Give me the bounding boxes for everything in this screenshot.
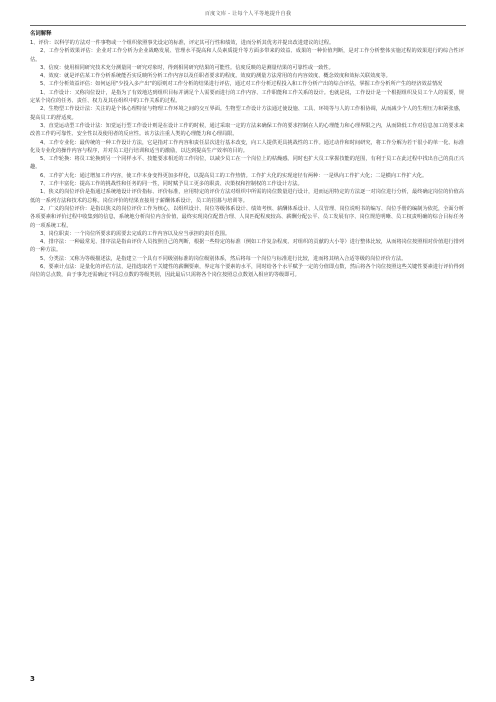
paragraph: 4、效度：就是评估某工作分析系统能否实反映所分析工作内容以及任职者要求的程度。效度的测量方法常用的有内容效度、概念效度和效标关联效度等。 [40,73,391,80]
paragraph: 3、岗位职责：一个岗位所要求的需要去完成的工作内容以及应当承担的责任范围。 [40,230,231,237]
paragraph: 5、工作分析效益评估：如何运用"少投入多产出"的原则对工作分析的结果进行评估，通过对工作分析过程投入和工作分析产出的综合评估，掌握工作分析所产生的经济效益情况 [40,81,443,88]
paragraph: 1、工作设计：又称岗位设计，是指为了有效地达到组织目标并满足个人需要而进行的工作内容、工作职能和工作关系的设计。也就是说，工作设计是一个根据组织及员工个人的需要，规定某个岗位的任务、责任、权力及其在组织中的工作关系的过程。 [30,89,464,105]
header-title: 百度文库 - 让每个人平等地提升自我 [204,11,292,17]
paragraph: 3、直觉运动型工作设计法：知觉运行型工作设计则是在设计工作的时候，通过采取一定的方法来确保工作的要求控制在人的心理能力和心理界限之内，从而降低工作对信息加工的要求来改善工作的可靠性、安全性以及使用者的反应性。该方法注重人类的心理能力和心理局限。 [30,122,464,138]
section-heading: 名词解释 [30,31,52,37]
paragraph: 1、评价：以科学的方法对一件事物或一个组织依照事先设定的标准，评定其可行性和绩效，进而分析其优劣并提出改进建议的过程。 [30,40,335,46]
paragraph: 4、排序法：一种最常见、排序法是指由评价人员按照自己的判断，根据一些特定的标准（例如工作复杂程度、对组织的贡献的大小等）进行整体比较，从而将岗位按照相对价值进行排列的一种方法。 [30,239,464,254]
paragraph: 1、狭义的岗位评价是指通过系统地设计评价指标、评价标准，应用特定的评价方法对组织中所需的岗位数量进行设计，进而运用特定的方法逐一对岗位进行分析，最终确定岗位的价值高低的一系列方法和技术的总称。岗位评价的结果直接用于薪酬体系设计，员工的招募与培训等。 [30,189,464,204]
paragraph: 3、信度：使用相同研究技术充分测量同一研究对象时，得到相同研究结果的可能性。信度反映的是测量结果的可靠性或一致性。 [40,64,334,71]
paragraph: 2、广义的岗位评价：是指以狭义的岗位评价工作为核心，以组织设计、岗位等级体系设计、绩效考核、薪酬体系设计、人员管理、岗位说明书的编写、岗位手册的编制为依托，全面分析各项要素和评价过程中收集到的信息，系统地分析岗位内含价值，最终实现岗位配置合理、人岗匹配程度较高、薪酬分配公平、员工发展有序、岗位规范明晰、员工权责明确的综合目标任务的一项系统工程。 [30,205,464,229]
page-number: 3 [30,675,35,683]
paragraph: 5、分类法：又称为等级描述法，是指建立一个具有不同级别标准的岗位级别体系，然后将每一个岗位与标准进行比较，进而将其纳入合适等级的岗位评价方法。 [40,255,407,262]
paragraph: 6、工作扩大化：通过增加工作内容，使工作本身变得更加多样化，以提高员工的工作热情。工作扩大化的实现途径有两种：一是纵向工作扩大化；二是横向工作扩大化。 [40,172,428,179]
page-header [0,0,496,18]
paragraph: 2、工作分析效果评估：企业对工作分析为企业战略发展、管理水平提高和人员素质提升等方面多带来的效益、成果的一种价值判断，是对工作分析整体实施过程的效果进行的综合性评估。 [30,48,464,63]
paragraph: 7、工作丰富化：提高工作的挑战性和任务的同一性，同时赋予员工更多的职责、决策权和控制权的工作设计方法。 [40,181,303,188]
document-body [30,31,464,280]
paragraph: 4、工作专业化：最传统的一种工作设计方法，它是指对工作内容和责任层次进行基本改变，向工人提供更具挑战性的工作。通过动作和时间研究，将工作分解为若干很小的单一化、标准化及专业化的操作内容与程序，并对员工进行培训和适当的激励，以达到提高生产效率的目的。 [30,139,464,154]
paragraph: 5、工作轮换：将员工轮换到另一个同样水平、技能要求相近的工作岗位，以减少员工在一个岗位上的枯燥感。同时也扩大员工掌握技能的范围，有利于员工在此过程中找出自己的真正兴趣。 [30,156,464,171]
header-divider [30,25,466,26]
paragraph: 6、要素计点法：是量化的评估方法，是指选取若干关键性的薪酬要素，界定每个要素的水平，同时给各个水平赋予一定的分值即点数，然后将各个岗位按照这些关键性要素进行评价得到岗位的总点数，由于事先还需确定不同总点数的等级类别，因此最后只需将各个岗位按照总点数划入相应的等级即可。 [30,264,464,279]
paragraph: 2、生物型工作设计法：关注的是个体心理特征与物理工作环境之间的交互界面。生物型工作设计方法通过使设施、工具、环境等与人的工作相协调，从而减少个人的生理压力和紧张感，提高员工的舒适度。 [30,106,464,121]
